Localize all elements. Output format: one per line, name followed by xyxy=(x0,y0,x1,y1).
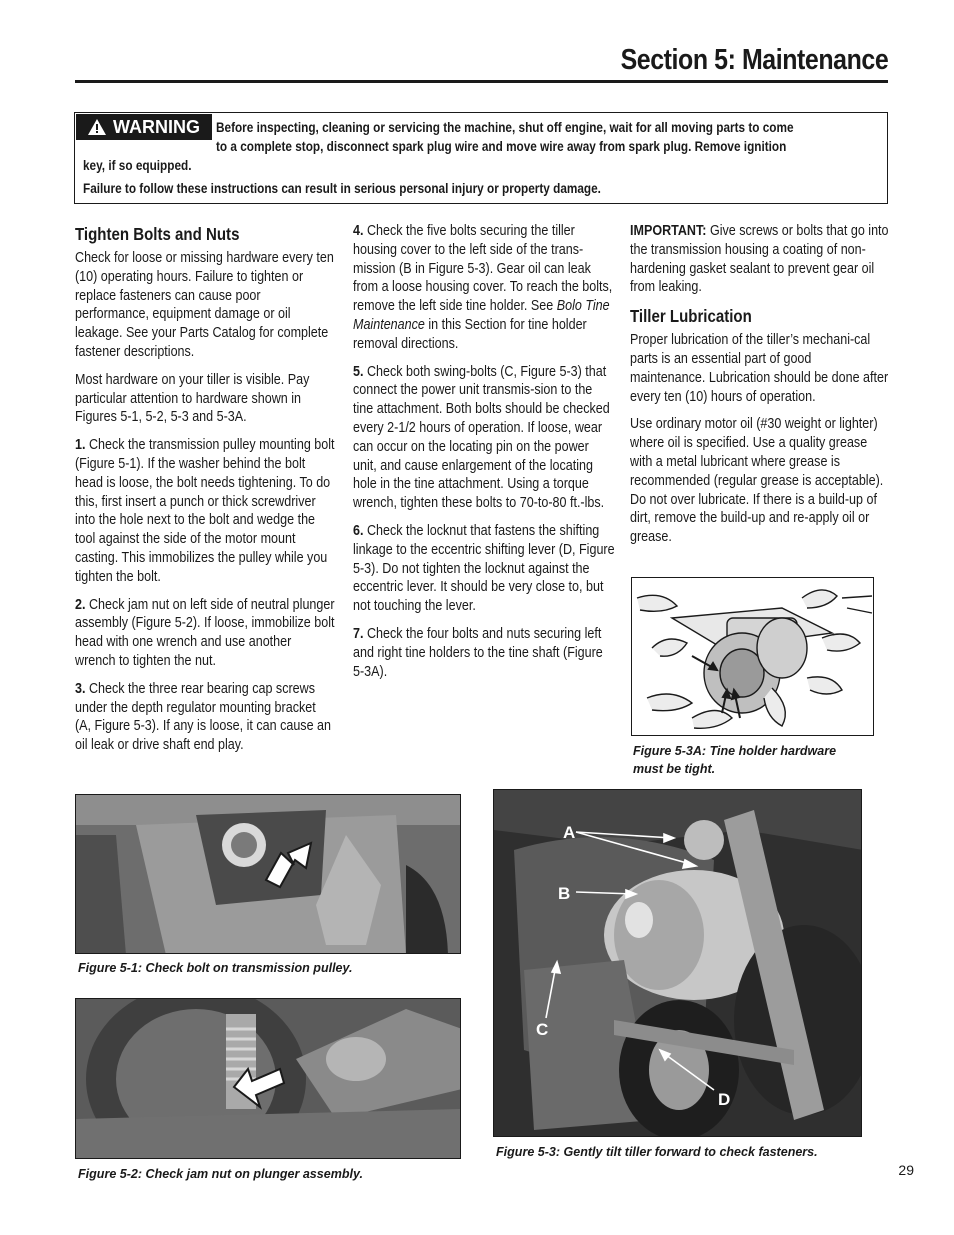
warning-line-2: to a complete stop, disconnect spark plug wire and move wire away from spark plug. Remove ignition xyxy=(216,139,787,154)
step-4 xyxy=(353,222,615,354)
step-number: 4. xyxy=(353,223,364,239)
step-text: Check the three rear bearing cap screws under the depth regulator mounting bracket (A, Figure 5-3). If any is loose, it can cause an oil leak or drive shaft end play. xyxy=(75,680,332,754)
step-number: 5. xyxy=(353,363,364,380)
step-6 xyxy=(353,522,615,616)
step-5 xyxy=(353,363,615,513)
step-text: Check the transmission pulley mounting bolt (Figure 5-1). If the washer behind the bolt head is loose, the bolt needs tightening. To do this, first insert a punch or thick screwdriver into the hole next to the bolt and wedge the tool against the side of the motor mount casting. This immobilizes the pulley while you tighten the bolt. xyxy=(75,437,335,585)
paragraph: Proper lubrication of the tiller’s mechani-cal parts is an essential part of good maintenance. Lubrication should be done after every ten (10) hours of operation. xyxy=(630,332,889,405)
important-note xyxy=(630,222,890,297)
column-3 xyxy=(630,222,890,556)
step-1 xyxy=(75,436,335,586)
step-text: Check the locknut that fastens the shifting linkage to the eccentric shifting lever (D, Figure 5-3). Do not tighten the locknut against the eccentric lever. It should be very close to, but not touching the lever. xyxy=(353,522,615,615)
step-number: 1. xyxy=(75,437,86,454)
step-text: in this Section for tine holder removal directions. xyxy=(353,316,587,352)
tiller-transmission-photo xyxy=(494,790,862,1137)
figure-5-1-photo xyxy=(75,794,461,954)
transmission-pulley-photo xyxy=(76,795,461,954)
step-number: 2. xyxy=(75,596,86,613)
callout-c: C xyxy=(536,1020,549,1039)
section-heading-tighten: Tighten Bolts and Nuts xyxy=(75,224,240,244)
paragraph: Check for loose or missing hardware every ten (10) operating hours. Failure to tighten or replace fasteners can cause poor performance, equipment damage or oil leakage. See your Parts Catalog for complete fastener descriptions. xyxy=(75,250,334,360)
figure-5-3a-caption-1: Figure 5-3A: Tine holder hardware xyxy=(633,743,837,758)
figure-5-3a-caption-2: must be tight. xyxy=(633,761,716,776)
important-label: IMPORTANT: xyxy=(630,223,707,239)
tine-holder-illustration xyxy=(632,578,873,735)
figure-5-2-photo xyxy=(75,998,461,1159)
warning-triangle-icon xyxy=(88,119,106,135)
plunger-assembly-photo xyxy=(76,999,461,1159)
warning-line-1: Before inspecting, cleaning or servicing the machine, shut off engine, wait for all moving parts to come xyxy=(216,120,794,135)
step-number: 6. xyxy=(353,522,364,539)
step-number: 3. xyxy=(75,680,86,697)
header-rule xyxy=(75,80,888,83)
important-text: Give screws or bolts that go into the transmission housing a coating of non-hardening gasket sealant to prevent gear oil from leaking. xyxy=(630,223,889,296)
warning-badge xyxy=(76,114,212,140)
step-text: Check the five bolts securing the tiller housing cover to the left side of the trans-mission (B in Figure 5-3). Gear oil can leak from a loose housing cover. To reach the bolts, remove the left side tine holder. See xyxy=(353,223,613,315)
figure-5-3-photo xyxy=(493,789,862,1137)
step-number: 7. xyxy=(353,625,364,642)
step-text: Check both swing-bolts (C, Figure 5-3) that connect the power unit transmis-sion to the tine attachment. Both bolts should be checked every 2-1/2 hours of operation. If loose, wear can occur on the locating pin on the power unit, and cause enlargement of the locating hole in the tine attachment. Using a torque wrench, tighten these bolts to 70-to-80 ft.-lbs. xyxy=(353,363,610,512)
warning-label: WARNING xyxy=(113,116,200,137)
column-2 xyxy=(353,222,615,690)
step-3 xyxy=(75,680,335,755)
figure-5-2-caption: Figure 5-2: Check jam nut on plunger assembly. xyxy=(78,1166,363,1181)
step-7 xyxy=(353,625,615,681)
step-text: Check the four bolts and nuts securing left and right tine holders to the tine shaft (Figure 5-3A). xyxy=(353,625,603,680)
callout-b: B xyxy=(558,884,571,903)
figure-5-3a-drawing xyxy=(631,577,874,736)
paragraph: Most hardware on your tiller is visible. Pay particular attention to hardware shown in Figures 5-1, 5-2, 5-3 and 5-3A. xyxy=(75,371,310,426)
page-title: Section 5: Maintenance xyxy=(620,44,888,76)
column-1 xyxy=(75,224,335,764)
step-text: Check jam nut on left side of neutral plunger assembly (Figure 5-2). If loose, immobilize bolt head with one wrench and use another wrench to tighten the nut. xyxy=(75,596,335,669)
step-2 xyxy=(75,596,335,671)
section-heading-lubrication: Tiller Lubrication xyxy=(630,306,752,327)
callout-d: D xyxy=(718,1090,731,1109)
cross-reference: Bolo Tine Maintenance xyxy=(353,298,610,333)
warning-line-3: key, if so equipped. xyxy=(83,158,192,173)
callout-a: A xyxy=(563,823,576,842)
page-number: 29 xyxy=(898,1162,914,1178)
paragraph: Use ordinary motor oil (#30 weight or lighter) where oil is specified. Use a quality grease with a metal lubricant where grease is recommended (regular grease is acceptable). Do not over lubricate. If there is a build-up of dirt, remove the build-up and re-apply oil or grease. xyxy=(630,416,884,546)
figure-5-1-caption: Figure 5-1: Check bolt on transmission pulley. xyxy=(78,960,353,975)
warning-line-4: Failure to follow these instructions can result in serious personal injury or property damage. xyxy=(83,181,601,196)
figure-5-3-caption: Figure 5-3: Gently tilt tiller forward to check fasteners. xyxy=(496,1144,818,1159)
